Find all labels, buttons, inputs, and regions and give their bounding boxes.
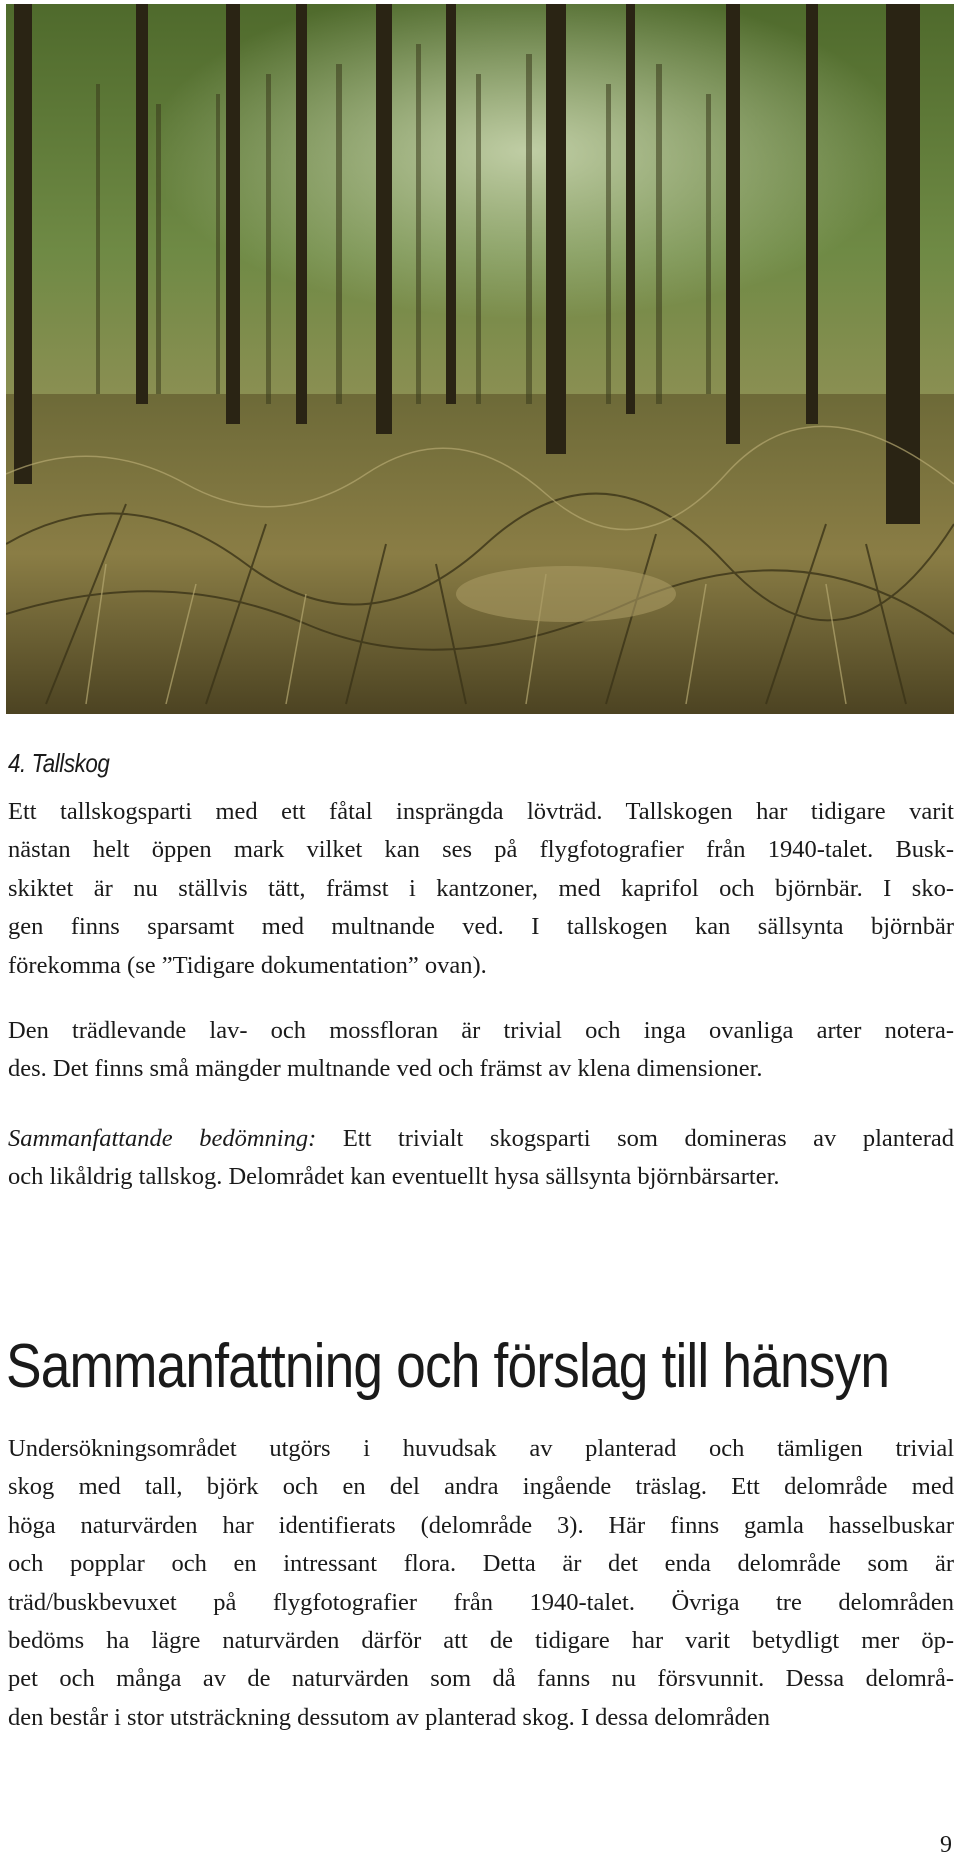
paragraph-line: träd/buskbevuxet på flygfotografier från 1940-talet. Övriga tre delområden — [8, 1588, 954, 1616]
pine-forest-photo — [6, 4, 954, 714]
section-title: Sammanfattning och förslag till hänsyn — [6, 1332, 890, 1401]
page-number: 9 — [940, 1832, 952, 1858]
paragraph-line: pet och många av de naturvärden som då fanns nu försvunnit. Dessa delområ- — [8, 1665, 954, 1693]
lichen-moss-paragraph — [8, 1012, 954, 1089]
paragraph-line: Ett tallskogsparti med ett fåtal insprängda lövträd. Tallskogen har tidigare varit — [8, 798, 954, 825]
forest-illustration — [6, 4, 954, 714]
paragraph-line: höga naturvärden har identifierats (delområde 3). Här finns gamla hasselbuskar — [8, 1511, 954, 1539]
paragraph-line — [8, 1120, 954, 1158]
paragraph-line: skog med tall, björk och en del andra ingående träslag. Ett delområde med — [8, 1473, 954, 1501]
paragraph-line: des. Det finns små mängder multnande ved och främst av klena dimensioner. — [8, 1055, 763, 1083]
summary-label: Sammanfattande bedömning: — [8, 1125, 317, 1152]
subsection-title: 4. Tallskog — [8, 748, 110, 778]
paragraph-line: och likåldrig tallskog. Delområdet kan eventuellt hysa sällsynta björnbärsarter. — [8, 1163, 780, 1191]
paragraph-line: gen finns sparsamt med multnande ved. I tallskogen kan sällsynta björnbär — [8, 913, 954, 941]
paragraph-line: och popplar och en intressant flora. Detta är det enda delområde som är — [8, 1550, 954, 1578]
summary-text: Ett trivialt skogsparti som domineras av planterad — [316, 1125, 954, 1152]
summary-section-paragraph — [8, 1430, 954, 1737]
paragraph-line: skiktet är nu ställvis tätt, främst i kantzoner, med kaprifol och björnbär. I sko- — [8, 874, 954, 902]
paragraph-line: den består i stor utsträckning dessutom av planterad skog. I dessa delområden — [8, 1703, 771, 1731]
paragraph-line: nästan helt öppen mark vilket kan ses på flygfotografier från 1940-talet. Busk- — [8, 836, 954, 864]
paragraph-line: Den trädlevande lav- och mossfloran är trivial och inga ovanliga arter notera- — [8, 1017, 954, 1044]
paragraph-line: Undersökningsområdet utgörs i huvudsak av planterad och tämligen trivial — [8, 1435, 954, 1462]
tallskog-description — [8, 793, 954, 985]
paragraph-line: bedöms ha lägre naturvärden därför att de tidigare har varit betydligt mer öp- — [8, 1627, 954, 1655]
paragraph-line: förekomma (se ”Tidigare dokumentation” ovan). — [8, 951, 487, 979]
summary-assessment — [8, 1120, 954, 1197]
